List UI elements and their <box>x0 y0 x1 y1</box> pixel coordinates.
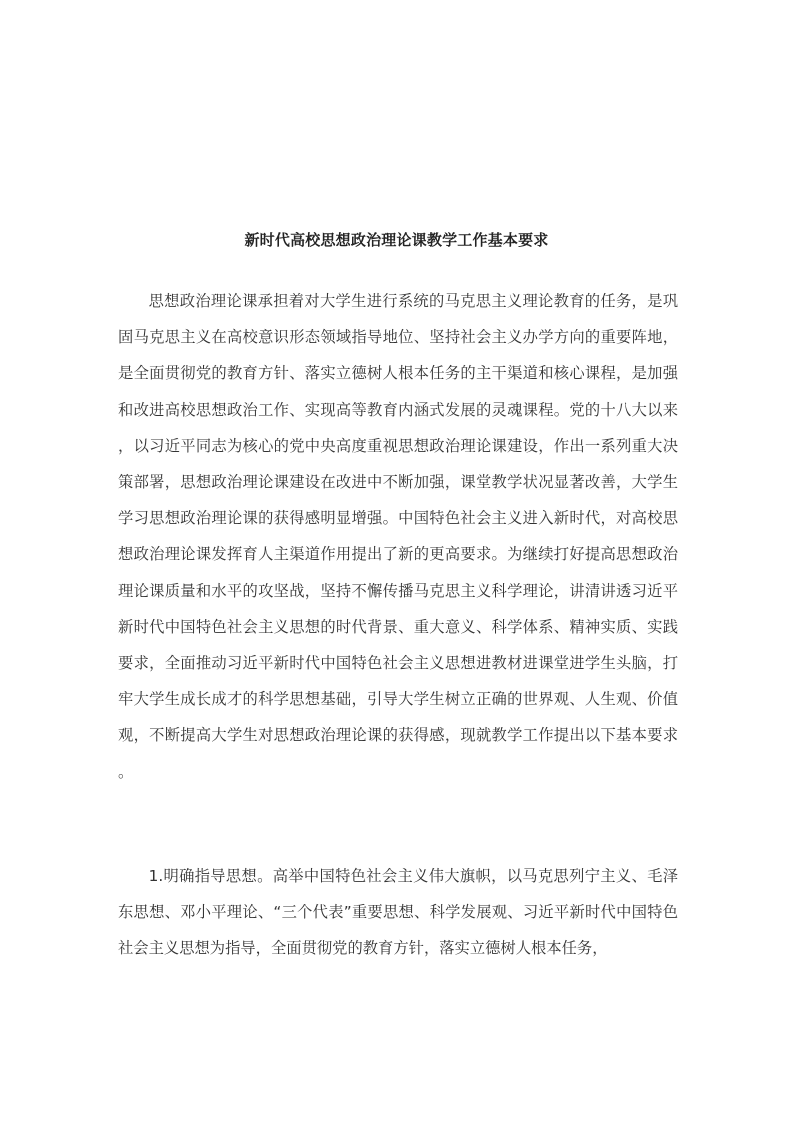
intro-paragraph: 思想政治理论课承担着对大学生进行系统的马克思主义理论教育的任务，是巩固马克思主义在高校意识形态领域指导地位、坚持社会主义办学方向的重要阵地，是全面贯彻党的教育方针、落实立德树人根本任务的主干渠道和核心课程，是加强和改进高校思想政治工作、实现高等教育内涵式发展的灵魂课程。党的十八大以来，以习近平同志为核心的党中央高度重视思想政治理论课建设，作出一系列重大决策部署，思想政治理论课建设在改进中不断加强，课堂教学状况显著改善，大学生学习思想政治理论课的获得感明显增强。中国特色社会主义进入新时代，对高校思想政治理论课发挥育人主渠道作用提出了新的更高要求。为继续打好提高思想政治理论课质量和水平的攻坚战，坚持不懈传播马克思主义科学理论，讲清讲透习近平新时代中国特色社会主义思想的时代背景、重大意义、科学体系、精神实质、实践要求，全面推动习近平新时代中国特色社会主义思想进教材进课堂进学生头脑，打牢大学生成长成才的科学思想基础，引导大学生树立正确的世界观、人生观、价值观，不断提高大学生对思想政治理论课的获得感，现就教学工作提出以下基本要求。 <box>118 292 678 781</box>
document-title: 新时代高校思想政治理论课教学工作基本要求 <box>244 231 549 249</box>
point-1-paragraph: 1.明确指导思想。高举中国特色社会主义伟大旗帜，以马克思列宁主义、毛泽东思想、邓小平理论、“三个代表”重要思想、科学发展观、习近平新时代中国特色社会主义思想为指导，全面贯彻党的教育方针，落实立德树人根本任务， <box>118 867 678 958</box>
